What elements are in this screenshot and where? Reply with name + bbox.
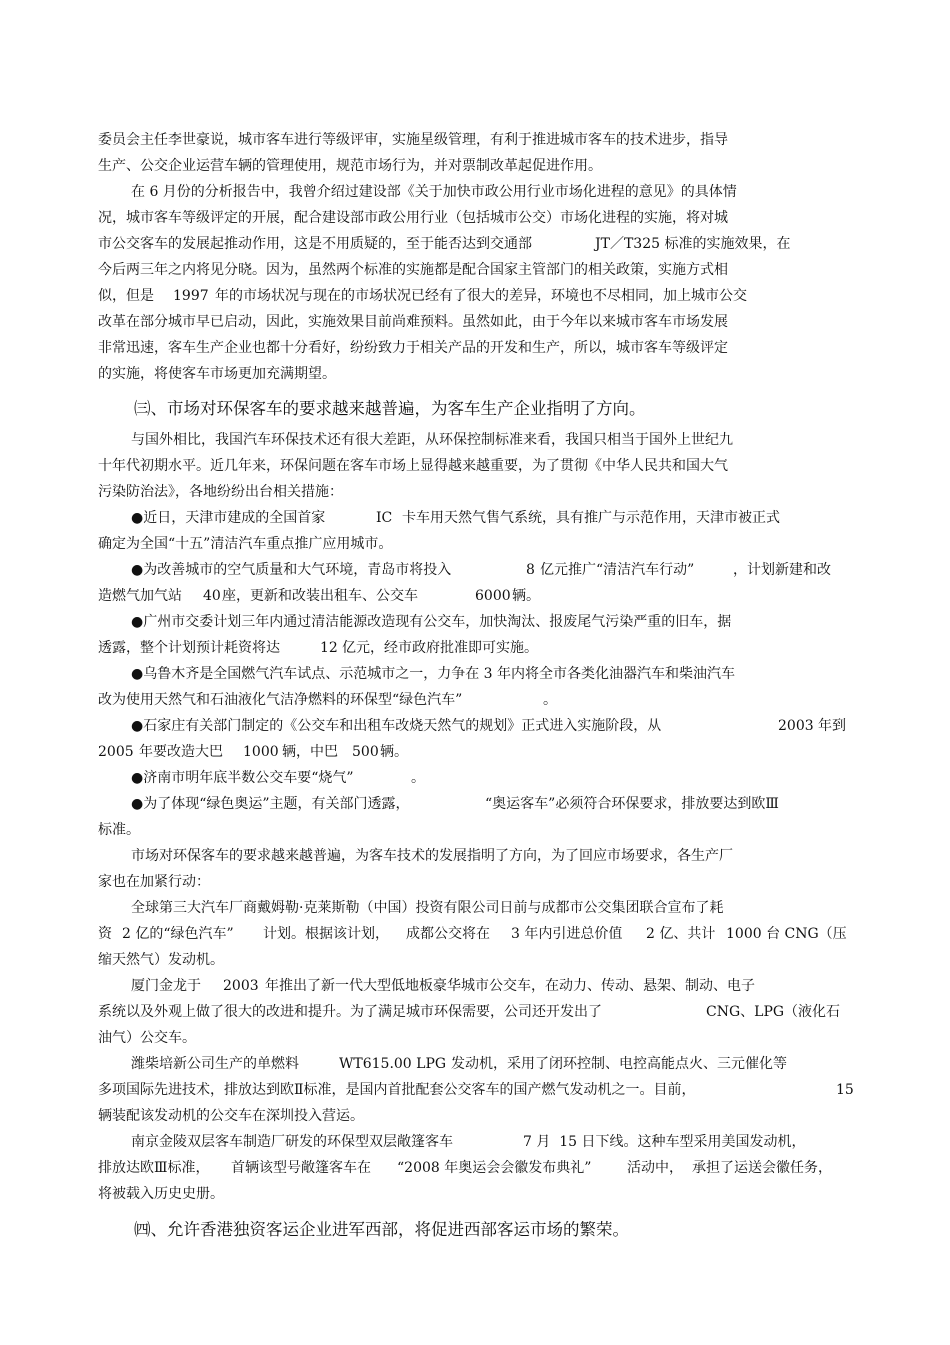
text-fragment: 亿元推广“清洁汽车行动”	[540, 562, 695, 578]
text-line: 家也在加紧行动：	[98, 874, 210, 890]
text-fragment: 7 月 15 日下线。这种车型采用美国发动机，	[523, 1134, 806, 1150]
text-line: 市公交客车的发展起推动作用，这是不用质疑的，至于能否达到交通部	[98, 236, 532, 252]
text-fragment: 2003	[778, 718, 814, 734]
text-line: 缩天然气）发动机。	[98, 952, 224, 968]
text-line: 在 6 月份的分析报告中，我曾介绍过建设部《关于加快市政公用行业市场化进程的意见》的具体情	[131, 184, 737, 200]
section-heading: ㈣、允许香港独资客运企业进军西部，将促进西部客运市场的繁荣。	[134, 1220, 629, 1239]
text-fragment: 2 亿的“绿色汽车”	[122, 926, 234, 942]
text-fragment: 卡车用天然气售气系统，具有推广与示范作用，天津市被正式	[402, 510, 780, 526]
text-line: 标准。	[98, 822, 140, 838]
text-fragment: 辆。	[512, 588, 540, 604]
text-fragment: 座，更新和改装出租车、公交车	[222, 588, 418, 604]
text-fragment: “2008 年奥运会会徽发布典礼”	[397, 1160, 592, 1176]
bullet-line: ●广州市交委计划三年内通过清洁能源改造现有公交车，加快淘汰、报废尾气污染严重的旧车，据	[131, 614, 732, 630]
text-line: 委员会主任李世豪说，城市客车进行等级评审，实施星级管理，有利于推进城市客车的技术进步，指导	[98, 132, 728, 148]
text-fragment: 1000	[243, 744, 279, 760]
text-line: JT／T325 标准的实施效果，在	[595, 236, 791, 252]
text-line: 市场对环保客车的要求越来越普遍，为客车技术的发展指明了方向，为了回应市场要求，各生产厂	[131, 848, 733, 864]
text-line: 资	[98, 926, 112, 942]
text-fragment: 亿元，经市政府批准即可实施。	[342, 640, 538, 656]
text-fragment: 计划。根据该计划，	[263, 926, 389, 942]
text-line: 厦门金龙于	[131, 978, 201, 994]
text-line: 潍柴培新公司生产的单燃料	[131, 1056, 299, 1072]
text-fragment: 2 亿、共计	[646, 926, 716, 942]
text-fragment: 发动机，采用了闭环控制、电控高能点火、三元催化等	[451, 1056, 787, 1072]
bullet-line: ●为改善城市的空气质量和大气环境，青岛市将投入	[131, 562, 452, 578]
text-fragment: 。	[411, 770, 425, 786]
text-fragment: 500	[352, 744, 379, 760]
text-fragment: 年要改造大巴	[139, 744, 223, 760]
text-fragment: 40	[203, 588, 221, 604]
bullet-line: ●近日，天津市建成的全国首家	[131, 510, 326, 526]
text-fragment: CNG、LPG（液化石	[706, 1004, 841, 1020]
text-fragment: 承担了运送会徽任务，	[692, 1160, 832, 1176]
text-line: 确定为全国“十五”清洁汽车重点推广应用城市。	[98, 536, 393, 552]
text-line: 全球第三大汽车厂商戴姆勒·克莱斯勒（中国）投资有限公司日前与成都市公交集团联合宣布了耗	[131, 900, 724, 916]
text-fragment: 年推出了新一代大型低地板豪华城市公交车，在动力、传动、悬架、制动、电子	[265, 978, 755, 994]
text-fragment: 首辆该型号敞篷客车在	[231, 1160, 371, 1176]
text-fragment: 2005	[98, 744, 134, 760]
text-fragment: 。	[543, 692, 557, 708]
text-line: 今后两三年之内将见分晓。因为，虽然两个标准的实施都是配合国家主管部门的相关政策，实施方式相	[98, 262, 728, 278]
text-fragment: 辆。	[380, 744, 408, 760]
text-line: 似，但是	[98, 288, 154, 304]
text-fragment: 3 年内引进总价值	[511, 926, 623, 942]
bullet-line: ●为了体现“绿色奥运”主题，有关部门透露，	[131, 796, 410, 812]
text-line: 十年代初期水平。近几年来，环保问题在客车市场上显得越来越重要，为了贯彻《中华人民共和国大气	[98, 458, 728, 474]
text-line: 况，城市客车等级评定的开展，配合建设部市政公用行业（包括城市公交）市场化进程的实施，将对城	[98, 210, 728, 226]
text-fragment: 12	[320, 640, 338, 656]
text-line: 辆装配该发动机的公交车在深圳投入营运。	[98, 1108, 364, 1124]
text-fragment: 成都公交将在	[406, 926, 490, 942]
text-fragment: 年到	[818, 718, 846, 734]
text-line: 透露，整个计划预计耗资将达	[98, 640, 280, 656]
text-fragment: ，计划新建和改	[733, 562, 831, 578]
text-line: 多项国际先进技术，排放达到欧Ⅱ标准，是国内首批配套公交客车的国产燃气发动机之一。目前，	[98, 1082, 696, 1098]
text-line: 排放达欧Ⅲ标准，	[98, 1160, 210, 1176]
text-line: 造燃气加气站	[98, 588, 182, 604]
text-line: 将被载入历史史册。	[98, 1186, 224, 1202]
text-line: 改为使用天然气和石油液化气洁净燃料的环保型“绿色汽车”	[98, 692, 463, 708]
bullet-line: ●乌鲁木齐是全国燃气汽车试点、示范城市之一，力争在 3 年内将全市各类化油器汽车和柴油汽车	[131, 666, 736, 682]
section-heading: ㈢、市场对环保客车的要求越来越普遍，为客车生产企业指明了方向。	[134, 399, 646, 418]
text-fragment: 8	[526, 562, 535, 578]
text-fragment: 1000 台 CNG（压	[726, 926, 847, 942]
text-line: 南京金陵双层客车制造厂研发的环保型双层敞篷客车	[131, 1134, 453, 1150]
text-fragment: “奥运客车”必须符合环保要求，排放要达到欧Ⅲ	[485, 796, 779, 812]
text-line: 污染防治法》，各地纷纷出台相关措施：	[98, 484, 343, 500]
text-fragment: 辆，中巴	[282, 744, 338, 760]
text-line: 油气）公交车。	[98, 1030, 196, 1046]
text-fragment: WT615.00 LPG	[339, 1056, 447, 1072]
text-fragment: IC	[376, 510, 393, 526]
text-line: 非常迅速，客车生产企业也都十分看好，纷纷致力于相关产品的开发和生产，所以，城市客车等级评定	[98, 340, 728, 356]
bullet-line: ●济南市明年底半数公交车要“烧气”	[131, 770, 354, 786]
text-line: 生产、公交企业运营车辆的管理使用，规范市场行为，并对票制改革起促进作用。	[98, 158, 602, 174]
text-fragment: 6000	[475, 588, 511, 604]
text-line: 年的市场状况与现在的市场状况已经有了很大的差异，环境也不尽相同，加上城市公交	[215, 288, 747, 304]
text-line: 系统以及外观上做了很大的改进和提升。为了满足城市环保需要，公司还开发出了	[98, 1004, 602, 1020]
text-fragment: 活动中，	[627, 1160, 683, 1176]
text-line: 1997	[173, 288, 209, 304]
text-line: 的实施，将使客车市场更加充满期望。	[98, 366, 336, 382]
text-line: 与国外相比，我国汽车环保技术还有很大差距，从环保控制标准来看，我国只相当于国外上世纪九	[131, 432, 733, 448]
bullet-line: ●石家庄有关部门制定的《公交车和出租车改烧天然气的规划》正式进入实施阶段，从	[131, 718, 662, 734]
text-line: 改革在部分城市早已启动，因此，实施效果目前尚难预料。虽然如此，由于今年以来城市客车市场发展	[98, 314, 728, 330]
text-fragment: 15	[836, 1082, 854, 1098]
text-fragment: 2003	[223, 978, 259, 994]
